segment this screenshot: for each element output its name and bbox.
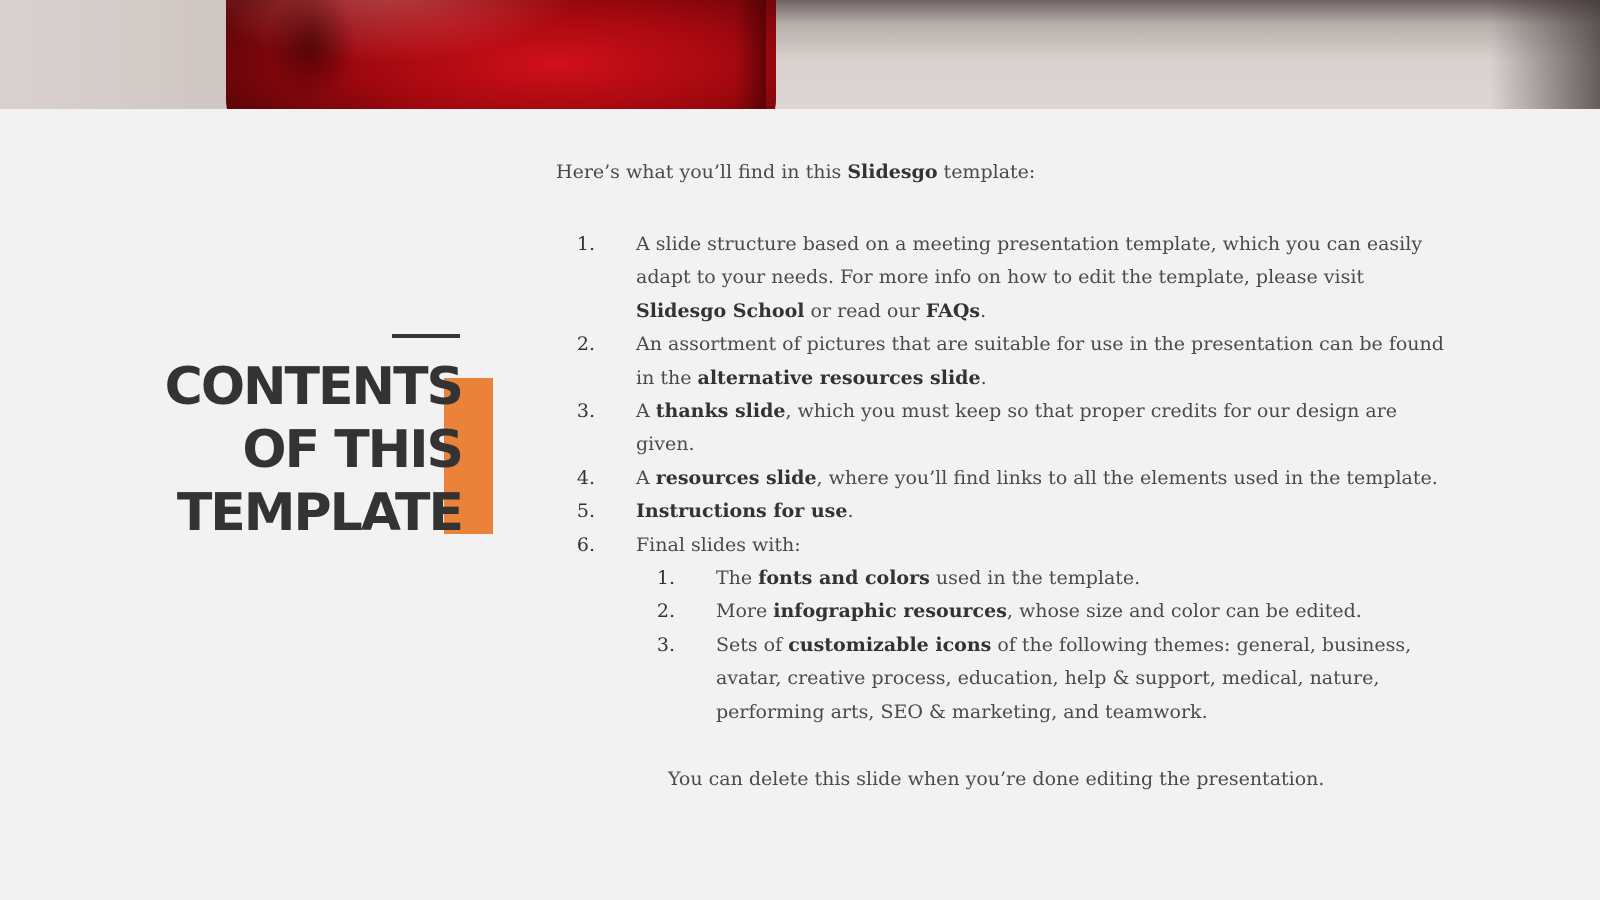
list-item-number: 2.: [576, 333, 595, 356]
intro-brand-name: Slidesgo: [847, 161, 938, 183]
list-item-text: A: [636, 466, 656, 489]
photo-background-left: [0, 0, 240, 109]
list-item-number: 6.: [576, 533, 595, 556]
list-item-bold-text: FAQs: [925, 299, 981, 322]
list-item-text: A: [636, 400, 656, 423]
list-item-text: , whose size and color can be edited.: [1006, 600, 1362, 623]
red-drink-glass-image: [226, 0, 776, 109]
sub-list-item-text: [636, 629, 1456, 729]
slide-title: [165, 356, 462, 545]
list-item: [556, 395, 1456, 462]
list-item-bold-text: fonts and colors: [758, 567, 930, 590]
title-line: CONTENTS: [164, 357, 462, 417]
list-item-text: The: [716, 567, 759, 590]
header-photo-banner: [0, 0, 1600, 109]
list-item-bold-text: thanks slide: [655, 400, 786, 423]
list-item-text: of the following themes: general, business, avatar, creative process, education, help & support, medical, nature, performing arts, SEO & marketing, and teamwork.: [716, 633, 1412, 723]
sub-list-item: [556, 562, 1456, 595]
title-decorative-rule: [392, 334, 460, 338]
list-item: [556, 462, 1456, 495]
sub-list-item-text: [636, 562, 1456, 595]
list-item-text: used in the template.: [929, 567, 1141, 590]
photo-background-right: [1490, 0, 1600, 109]
footer-note: You can delete this slide when you’re done editing the presentation.: [668, 768, 1325, 790]
title-line: TEMPLATE: [176, 483, 462, 543]
list-item-text: A slide structure based on a meeting presentation template, which you can easily adapt to your needs. For more info on how to edit the template, please visit: [636, 233, 1423, 289]
list-item-number: 5.: [576, 500, 595, 523]
intro-text-start: Here’s what you’ll find in this: [556, 161, 848, 183]
list-item-bold-text: infographic resources: [773, 600, 1007, 623]
list-item-text: More: [716, 600, 774, 623]
list-item-text: Final slides with:: [636, 533, 801, 556]
list-item-text: Sets of: [716, 633, 789, 656]
list-item: [556, 228, 1456, 328]
list-item-text: .: [980, 299, 987, 322]
sub-list-item-number: 2.: [656, 600, 675, 623]
contents-list: [556, 228, 1456, 729]
list-item-bold-text: Instructions for use: [636, 500, 848, 523]
title-line: OF THIS: [242, 420, 462, 480]
list-item-bold-text: Slidesgo School: [636, 299, 805, 322]
list-item-text: , where you’ll find links to all the elements used in the template.: [816, 466, 1438, 489]
list-item-text: or read our: [804, 299, 926, 322]
sub-list-item: [556, 595, 1456, 628]
list-item-text: , which you must keep so that proper credits for our design are given.: [636, 400, 1398, 456]
list-item-bold-text: customizable icons: [788, 633, 992, 656]
list-item-text: .: [980, 366, 987, 389]
list-item: [556, 495, 1456, 528]
list-item-number: 3.: [576, 400, 595, 423]
intro-text-end: template:: [937, 161, 1036, 183]
list-item-number: 1.: [576, 233, 595, 255]
intro-text: [556, 158, 1035, 186]
list-item-bold-text: alternative resources slide: [697, 366, 981, 389]
sub-list-item-text: [636, 595, 1456, 628]
list-item-number: 4.: [576, 466, 595, 489]
list-item-text: .: [847, 500, 854, 523]
list-item: [556, 328, 1456, 395]
list-item-text: An assortment of pictures that are suitable for use in the presentation can be found in the: [636, 333, 1444, 389]
list-item: [556, 529, 1456, 562]
list-item-bold-text: resources slide: [655, 466, 817, 489]
sub-list-item: [556, 629, 1456, 729]
sub-list-item-number: 3.: [656, 633, 675, 656]
sub-list-item-number: 1.: [656, 567, 675, 590]
